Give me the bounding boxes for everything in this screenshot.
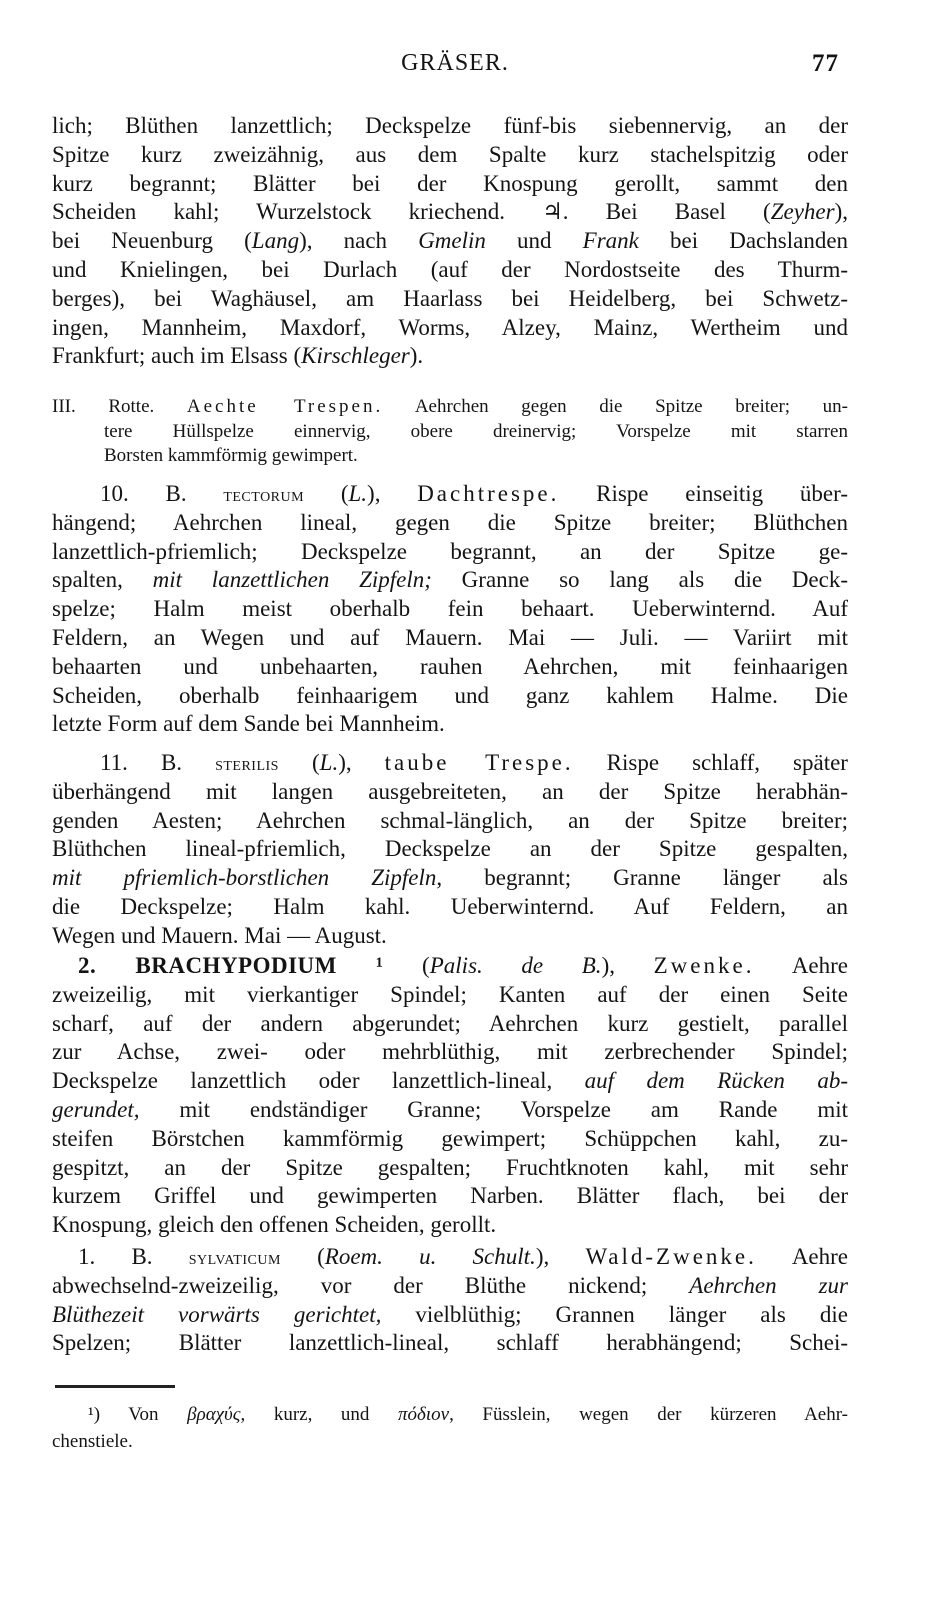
- text-run: (: [383, 953, 430, 978]
- species-bromus-tectorum: [52, 480, 848, 739]
- text-line: [52, 807, 848, 836]
- italic-run: βραχύς: [187, 1404, 241, 1425]
- italic-run: mit pfriemlich-borstlichen Zipfeln: [52, 865, 437, 891]
- common-name: Wald-Zwenke.: [585, 1244, 757, 1269]
- text-run: überhängend mit langen ausgebreiteten, an der Spitze herabhän-: [52, 778, 848, 804]
- text-run: Rispe einseitig über-: [559, 481, 848, 506]
- text-run: Rispe schlaff, später: [573, 750, 848, 775]
- text-run: hängend; Aehrchen lineal, gegen die Spitze breiter; Blüthchen: [52, 509, 848, 535]
- text-run: genden Aesten; Aehrchen schmal-länglich, an der Spitze breiter;: [52, 807, 848, 833]
- text-line: [52, 538, 848, 567]
- text-line: [52, 682, 848, 711]
- text-line: [52, 420, 848, 445]
- text-run: Spelzen; Blätter lanzettlich-lineal, schlaff herabhängend; Schei-: [52, 1330, 848, 1356]
- paragraph-bromus-continued: [52, 112, 848, 371]
- text-line: [52, 480, 848, 509]
- text-run: spalten,: [52, 567, 153, 593]
- text-run: Spitze kurz zweizähnig, aus dem Spalte kurz stachelspitzig oder: [52, 141, 848, 167]
- text-line: [52, 566, 848, 595]
- species-bromus-sterilis: [52, 749, 848, 951]
- text-run: bei Dachslanden: [638, 228, 848, 254]
- italic-run: Aehrchen zur: [689, 1272, 848, 1298]
- text-run: Granne so lang als die Deck-: [431, 567, 848, 593]
- text-line: [52, 952, 848, 981]
- text-run: ),: [535, 1244, 586, 1269]
- text-line: [52, 1401, 848, 1428]
- species-name: tectorum: [223, 484, 305, 506]
- text-run: , begrannt; Granne länger als: [436, 865, 848, 891]
- text-run: Frankfurt; auch im Elsass (: [52, 343, 302, 369]
- text-line: [52, 1211, 848, 1240]
- text-run: (: [304, 481, 349, 506]
- text-run: die Deckspelze; Halm kahl. Ueberwinternd. Auf Feldern, an: [52, 893, 848, 919]
- italic-run: Blüthezeit vorwärts gerichtet,: [52, 1301, 382, 1327]
- text-run: ),: [338, 750, 385, 775]
- text-line: [52, 653, 848, 682]
- text-run: ¹) Von: [88, 1404, 188, 1425]
- text-run: Wegen und Mauern. Mai — August.: [52, 922, 387, 948]
- text-line: [52, 778, 848, 807]
- italic-run: Palis. de B.: [429, 953, 602, 978]
- text-run: tere Hüllspelze einnervig, obere dreinervig; Vorspelze mit starren: [104, 420, 848, 442]
- text-run: (: [280, 1244, 325, 1269]
- text-run: , kurz, und: [240, 1404, 398, 1425]
- text-run: ),: [601, 953, 654, 978]
- text-run: Blüthchen lineal-pfriemlich, Deckspelze an der Spitze gespalten,: [52, 836, 848, 862]
- text-run: gespitzt, an der Spitze gespalten; Fruchtknoten kahl, mit sehr: [52, 1154, 848, 1180]
- text-run: lanzettlich-pfriemlich; Deckspelze begrannt, an der Spitze ge-: [52, 538, 848, 564]
- text-run: bei Neuenburg (: [52, 228, 252, 254]
- common-name: taube Trespe.: [384, 750, 574, 775]
- text-run: Feldern, an Wegen und auf Mauern. Mai — Juli. — Variirt mit: [52, 624, 848, 650]
- text-run: Aehrchen gegen die Spitze breiter; un-: [383, 396, 848, 417]
- text-line: [52, 112, 848, 141]
- text-line: [52, 595, 848, 624]
- text-run: kurzem Griffel und gewimperten Narben. Blätter flach, bei der: [52, 1183, 848, 1209]
- text-line: [52, 922, 848, 951]
- text-line: [52, 749, 848, 778]
- text-run: ).: [409, 343, 424, 369]
- text-run: steifen Börstchen kammförmig gewimpert; Schüppchen kahl, zu-: [52, 1125, 848, 1151]
- running-header-title: GRÄSER.: [401, 50, 509, 76]
- text-line: [52, 1154, 848, 1183]
- genus-heading: 2. BRACHYPODIUM ¹: [78, 953, 384, 978]
- italic-run: Frank: [582, 228, 639, 254]
- text-line: [52, 624, 848, 653]
- text-line: [52, 444, 848, 469]
- text-line: [52, 227, 848, 256]
- text-run: zweizeilig, mit vierkantiger Spindel; Kanten auf der einen Seite: [52, 981, 848, 1007]
- species-name: sterilis: [215, 753, 279, 775]
- text-line: [52, 256, 848, 285]
- text-line: [52, 198, 848, 227]
- italic-run: auf dem Rücken ab-: [584, 1068, 848, 1094]
- text-line: [52, 1272, 848, 1301]
- italic-run: gerundet,: [52, 1096, 140, 1122]
- text-line: [52, 710, 848, 739]
- text-run: Knospung, gleich den offenen Scheiden, gerollt.: [52, 1212, 497, 1238]
- footnote-divider: [55, 1385, 175, 1388]
- italic-run: Roem. u. Schult.: [324, 1244, 536, 1269]
- text-line: [52, 1067, 848, 1096]
- text-run: Deckspelze lanzettlich oder lanzettlich-lineal,: [52, 1068, 585, 1094]
- text-run: 1. B.: [78, 1244, 189, 1269]
- text-line: [52, 395, 848, 420]
- text-run: behaarten und unbehaarten, rauhen Aehrchen, mit feinhaarigen: [52, 653, 848, 679]
- genus-brachypodium: [52, 952, 848, 1240]
- text-line: [52, 981, 848, 1010]
- italic-run: Gmelin: [418, 228, 486, 254]
- text-line: [52, 1010, 848, 1039]
- text-run: 11. B.: [100, 750, 216, 775]
- text-run: zur Achse, zwei- oder mehrblüthig, mit zerbrechender Spindel;: [52, 1039, 848, 1065]
- text-run: , Füsslein, wegen der kürzeren Aehr-: [449, 1404, 848, 1425]
- text-run: Scheiden, oberhalb feinhaarigem und ganz kahlem Halme. Die: [52, 682, 848, 708]
- text-line: [52, 835, 848, 864]
- text-line: [52, 1182, 848, 1211]
- italic-run: πόδιον: [398, 1404, 450, 1425]
- text-run: berges), bei Waghäusel, am Haarlass bei Heidelberg, bei Schwetz-: [52, 285, 848, 311]
- common-name: Zwenke.: [653, 953, 755, 978]
- text-run: Aehre: [754, 953, 848, 978]
- text-run: Aehre: [756, 1244, 848, 1269]
- text-run: Borsten kammförmig gewimpert.: [104, 445, 358, 466]
- text-run: und: [485, 228, 583, 254]
- text-run: mit endständiger Granne; Vorspelze am Rande mit: [139, 1096, 848, 1122]
- italic-run: Lang: [251, 228, 300, 254]
- text-line: [52, 1329, 848, 1358]
- italic-run: L.: [348, 481, 368, 506]
- page-number: 77: [812, 50, 839, 77]
- text-line: [52, 1125, 848, 1154]
- text-line: [52, 1428, 848, 1455]
- text-line: [52, 864, 848, 893]
- text-run: 10. B.: [100, 481, 224, 506]
- text-line: [52, 1301, 848, 1330]
- species-name: sylvaticum: [188, 1247, 281, 1269]
- text-line: [52, 170, 848, 199]
- text-run: Scheiden kahl; Wurzelstock kriechend. ♃. Bei Basel (: [52, 199, 771, 225]
- text-line: [52, 1038, 848, 1067]
- species-brachypodium-sylvaticum: [52, 1243, 848, 1358]
- common-name: Aechte Trespen.: [186, 396, 384, 417]
- text-line: [52, 1096, 848, 1125]
- italic-run: Zeyher: [770, 199, 835, 225]
- text-run: kurz begrannt; Blätter bei der Knospung gerollt, sammt den: [52, 170, 848, 196]
- text-run: lich; Blüthen lanzettlich; Deckspelze fünf-bis siebennervig, an der: [52, 113, 848, 138]
- text-run: ),: [367, 481, 418, 506]
- text-run: ),: [834, 199, 848, 225]
- text-run: vielblüthig; Grannen länger als die: [381, 1301, 848, 1327]
- text-line: [52, 285, 848, 314]
- text-line: [52, 893, 848, 922]
- text-run: scharf, auf der andern abgerundet; Aehrchen kurz gestielt, parallel: [52, 1010, 848, 1036]
- italic-run: L.: [319, 750, 339, 775]
- italic-run: Kirschleger: [301, 343, 410, 369]
- text-run: spelze; Halm meist oberhalb fein behaart. Ueberwinternd. Auf: [52, 596, 848, 622]
- text-line: [52, 509, 848, 538]
- text-run: ingen, Mannheim, Maxdorf, Worms, Alzey, Mainz, Wertheim und: [52, 314, 848, 340]
- section-iii-rotte: [52, 395, 848, 469]
- text-line: [52, 342, 848, 371]
- text-line: [52, 1243, 848, 1272]
- footnote: [52, 1401, 848, 1455]
- text-run: abwechselnd-zweizeilig, vor der Blüthe nickend;: [52, 1272, 690, 1298]
- text-run: III. Rotte.: [52, 396, 187, 417]
- text-run: (: [278, 750, 320, 775]
- text-run: letzte Form auf dem Sande bei Mannheim.: [52, 711, 445, 737]
- text-line: [52, 141, 848, 170]
- text-run: und Knielingen, bei Durlach (auf der Nordostseite des Thurm-: [52, 256, 848, 282]
- italic-run: mit lanzettlichen Zipfeln;: [152, 567, 432, 593]
- text-run: ), nach: [299, 228, 419, 254]
- text-run: chenstiele.: [52, 1431, 133, 1452]
- text-line: [52, 314, 848, 343]
- common-name: Dachtrespe.: [417, 481, 560, 506]
